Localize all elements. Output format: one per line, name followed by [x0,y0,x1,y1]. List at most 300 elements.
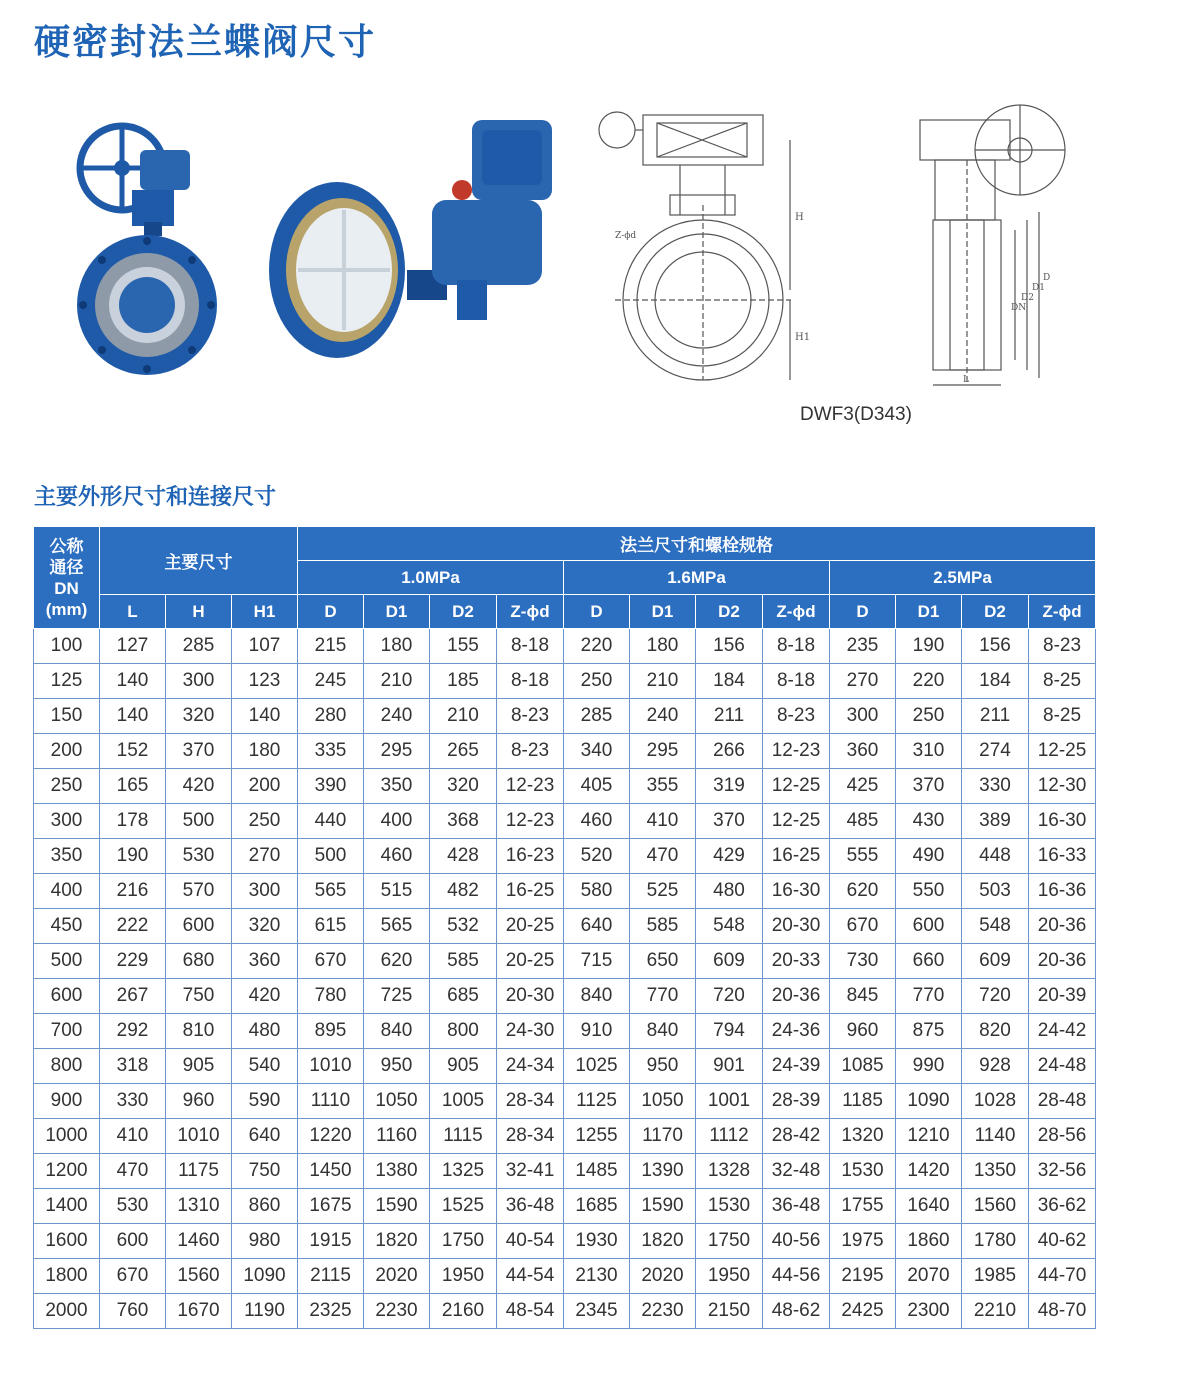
table-cell: 530 [166,839,232,874]
table-cell: 960 [830,1014,896,1049]
table-cell: 8-23 [763,699,830,734]
table-cell: 28-56 [1029,1119,1096,1154]
table-cell: 216 [100,874,166,909]
table-cell: 1090 [896,1084,962,1119]
table-cell: 609 [696,944,763,979]
l-label: L [963,375,969,385]
d1-label: D1 [1032,283,1045,293]
column-header: H1 [232,595,298,629]
table-cell: 615 [298,909,364,944]
table-cell: 360 [232,944,298,979]
table-cell: 28-42 [763,1119,830,1154]
table-cell: 270 [830,664,896,699]
table-cell: 1005 [430,1084,497,1119]
nominal-diameter-header: 公称 通径 DN (mm) [34,527,100,629]
table-cell: 1025 [564,1049,630,1084]
table-cell: 1125 [564,1084,630,1119]
table-cell: 36-48 [497,1189,564,1224]
table-cell: 1170 [630,1119,696,1154]
table-cell: 8-18 [497,629,564,664]
table-cell: 609 [962,944,1029,979]
column-header: D [830,595,896,629]
table-row [34,1189,1096,1224]
table-cell: 295 [630,734,696,769]
table-cell: 429 [696,839,763,874]
table-cell: 2300 [896,1294,962,1329]
table-cell: 1985 [962,1259,1029,1294]
table-cell: 2345 [564,1294,630,1329]
table-cell: 460 [364,839,430,874]
table-cell: 40-54 [497,1224,564,1259]
table-cell: 20-36 [763,979,830,1014]
table-cell: 750 [232,1154,298,1189]
table-cell: 1590 [364,1189,430,1224]
table-cell: 565 [364,909,430,944]
table-cell: 410 [630,804,696,839]
table-cell: 1112 [696,1119,763,1154]
table-cell: 1390 [630,1154,696,1189]
table-cell: 16-25 [763,839,830,874]
table-cell: 620 [830,874,896,909]
table-cell: 20-36 [1029,944,1096,979]
table-cell: 12-23 [497,804,564,839]
table-cell: 220 [896,664,962,699]
page-title: 硬密封法兰蝶阀尺寸 [34,22,377,63]
table-cell: 730 [830,944,896,979]
table-cell: 12-30 [1029,769,1096,804]
table-cell: 350 [364,769,430,804]
table-cell: 229 [100,944,166,979]
table-cell: 8-25 [1029,664,1096,699]
column-header: D2 [430,595,497,629]
table-cell: 370 [896,769,962,804]
table-cell: 410 [100,1119,166,1154]
table-cell: 1380 [364,1154,430,1189]
table-cell: 2160 [430,1294,497,1329]
table-cell: 180 [364,629,430,664]
table-cell: 2230 [364,1294,430,1329]
table-cell: 156 [962,629,1029,664]
column-header: D1 [896,595,962,629]
model-label: DWF3(D343) [800,404,912,425]
dn-cell: 1400 [34,1189,100,1224]
table-cell: 8-23 [1029,629,1096,664]
table-cell: 685 [430,979,497,1014]
table-cell: 980 [232,1224,298,1259]
dn-cell: 450 [34,909,100,944]
table-cell: 1028 [962,1084,1029,1119]
table-cell: 420 [166,769,232,804]
dn-cell: 500 [34,944,100,979]
table-cell: 140 [100,699,166,734]
table-cell: 500 [298,839,364,874]
column-header: L [100,595,166,629]
dn-cell: 1000 [34,1119,100,1154]
table-cell: 300 [166,664,232,699]
table-cell: 1450 [298,1154,364,1189]
table-cell: 600 [100,1224,166,1259]
table-cell: 44-70 [1029,1259,1096,1294]
dn-cell: 250 [34,769,100,804]
table-cell: 12-23 [497,769,564,804]
table-cell: 1950 [696,1259,763,1294]
table-cell: 16-25 [497,874,564,909]
table-cell: 1820 [364,1224,430,1259]
table-row [34,664,1096,699]
table-cell: 140 [232,699,298,734]
product-images [0,90,1200,420]
table-cell: 156 [696,629,763,664]
table-row [34,1224,1096,1259]
section-subtitle: 主要外形尺寸和连接尺寸 [34,485,277,510]
table-cell: 40-56 [763,1224,830,1259]
table-cell: 48-54 [497,1294,564,1329]
table-row [34,1014,1096,1049]
table-cell: 270 [232,839,298,874]
table-cell: 550 [896,874,962,909]
table-cell: 1050 [364,1084,430,1119]
table-cell: 20-36 [1029,909,1096,944]
table-cell: 1640 [896,1189,962,1224]
table-cell: 928 [962,1049,1029,1084]
table-cell: 1190 [232,1294,298,1329]
table-cell: 355 [630,769,696,804]
dn-cell: 700 [34,1014,100,1049]
table-cell: 555 [830,839,896,874]
d-label: D [1043,273,1051,283]
table-cell: 12-25 [763,804,830,839]
table-cell: 680 [166,944,232,979]
table-cell: 24-30 [497,1014,564,1049]
table-row [34,1119,1096,1154]
table-cell: 530 [100,1189,166,1224]
table-cell: 1175 [166,1154,232,1189]
table-cell: 500 [166,804,232,839]
table-cell: 107 [232,629,298,664]
table-cell: 840 [564,979,630,1014]
table-cell: 24-39 [763,1049,830,1084]
table-cell: 330 [962,769,1029,804]
table-cell: 725 [364,979,430,1014]
table-cell: 8-23 [497,699,564,734]
table-cell: 420 [232,979,298,1014]
table-cell: 319 [696,769,763,804]
table-row [34,1084,1096,1119]
table-cell: 1115 [430,1119,497,1154]
table-cell: 480 [696,874,763,909]
d2-label: D2 [1021,293,1034,303]
table-row [34,1294,1096,1329]
table-cell: 24-42 [1029,1014,1096,1049]
table-cell: 1085 [830,1049,896,1084]
table-row [34,629,1096,664]
table-cell: 300 [830,699,896,734]
table-cell: 8-18 [763,629,830,664]
table-cell: 840 [630,1014,696,1049]
table-cell: 28-34 [497,1084,564,1119]
table-cell: 48-62 [763,1294,830,1329]
table-cell: 640 [232,1119,298,1154]
table-cell: 503 [962,874,1029,909]
table-cell: 1001 [696,1084,763,1119]
table-cell: 2020 [630,1259,696,1294]
table-body [34,629,1096,1329]
table-cell: 400 [364,804,430,839]
table-cell: 515 [364,874,430,909]
table-cell: 1220 [298,1119,364,1154]
table-cell: 580 [564,874,630,909]
table-cell: 8-23 [497,734,564,769]
table-cell: 770 [896,979,962,1014]
table-cell: 532 [430,909,497,944]
table-cell: 1050 [630,1084,696,1119]
table-row [34,874,1096,909]
table-row [34,979,1096,1014]
table-cell: 32-56 [1029,1154,1096,1189]
table-cell: 1310 [166,1189,232,1224]
table-cell: 44-56 [763,1259,830,1294]
h-label: H [795,212,804,223]
table-cell: 875 [896,1014,962,1049]
table-row [34,944,1096,979]
table-cell: 1820 [630,1224,696,1259]
table-cell: 335 [298,734,364,769]
table-cell: 360 [830,734,896,769]
table-cell: 265 [430,734,497,769]
table-cell: 2130 [564,1259,630,1294]
table-cell: 36-48 [763,1189,830,1224]
table-cell: 210 [364,664,430,699]
table-cell: 2210 [962,1294,1029,1329]
table-cell: 222 [100,909,166,944]
dn-cell: 800 [34,1049,100,1084]
table-cell: 760 [100,1294,166,1329]
table-cell: 2070 [896,1259,962,1294]
table-cell: 250 [896,699,962,734]
table-cell: 720 [696,979,763,1014]
table-cell: 184 [962,664,1029,699]
table-cell: 482 [430,874,497,909]
table-cell: 950 [364,1049,430,1084]
table-cell: 810 [166,1014,232,1049]
table-cell: 794 [696,1014,763,1049]
table-cell: 1685 [564,1189,630,1224]
table-cell: 40-62 [1029,1224,1096,1259]
column-header: Z-ϕd [497,595,564,629]
column-header: D1 [630,595,696,629]
table-cell: 200 [232,769,298,804]
electric-valve-photo [262,120,562,370]
table-row [34,769,1096,804]
table-cell: 895 [298,1014,364,1049]
table-cell: 250 [564,664,630,699]
table-cell: 430 [896,804,962,839]
table-cell: 910 [564,1014,630,1049]
table-cell: 600 [166,909,232,944]
table-cell: 123 [232,664,298,699]
dn-cell: 400 [34,874,100,909]
table-cell: 280 [298,699,364,734]
table-cell: 1930 [564,1224,630,1259]
table-cell: 428 [430,839,497,874]
table-cell: 520 [564,839,630,874]
table-cell: 370 [696,804,763,839]
table-cell: 2195 [830,1259,896,1294]
table-cell: 905 [430,1049,497,1084]
table-cell: 620 [364,944,430,979]
column-header: H [166,595,232,629]
table-cell: 266 [696,734,763,769]
dn-cell: 100 [34,629,100,664]
table-cell: 448 [962,839,1029,874]
flange-header: 法兰尺寸和螺栓规格 [298,527,1096,561]
table-cell: 245 [298,664,364,699]
table-cell: 750 [166,979,232,1014]
table-cell: 1590 [630,1189,696,1224]
table-cell: 250 [232,804,298,839]
table-cell: 16-30 [763,874,830,909]
table-cell: 12-25 [1029,734,1096,769]
table-cell: 300 [232,874,298,909]
table-cell: 960 [166,1084,232,1119]
table-cell: 540 [232,1049,298,1084]
table-cell: 1750 [696,1224,763,1259]
table-cell: 670 [100,1259,166,1294]
table-cell: 185 [430,664,497,699]
column-header: D [298,595,364,629]
dn-cell: 200 [34,734,100,769]
dn-cell: 1600 [34,1224,100,1259]
table-cell: 840 [364,1014,430,1049]
pressure-2-5-header: 2.5MPa [830,561,1096,595]
table-row [34,1154,1096,1189]
table-cell: 845 [830,979,896,1014]
table-cell: 310 [896,734,962,769]
dn-cell: 150 [34,699,100,734]
table-cell: 470 [100,1154,166,1189]
table-cell: 36-62 [1029,1189,1096,1224]
dn-cell: 125 [34,664,100,699]
table-cell: 285 [166,629,232,664]
table-cell: 24-36 [763,1014,830,1049]
table-cell: 990 [896,1049,962,1084]
table-cell: 215 [298,629,364,664]
table-cell: 1485 [564,1154,630,1189]
table-cell: 1325 [430,1154,497,1189]
table-cell: 48-70 [1029,1294,1096,1329]
table-cell: 32-48 [763,1154,830,1189]
table-cell: 1320 [830,1119,896,1154]
pressure-1-0-header: 1.0MPa [298,561,564,595]
table-cell: 1530 [830,1154,896,1189]
table-cell: 320 [166,699,232,734]
table-cell: 1255 [564,1119,630,1154]
dn-cell: 350 [34,839,100,874]
table-cell: 1530 [696,1189,763,1224]
table-cell: 590 [232,1084,298,1119]
table-cell: 1160 [364,1119,430,1154]
table-cell: 178 [100,804,166,839]
h1-label: H1 [795,332,811,343]
table-cell: 2115 [298,1259,364,1294]
table-cell: 267 [100,979,166,1014]
table-cell: 570 [166,874,232,909]
table-cell: 2325 [298,1294,364,1329]
table-cell: 548 [962,909,1029,944]
table-row [34,839,1096,874]
column-header: D2 [962,595,1029,629]
table-cell: 24-34 [497,1049,564,1084]
bolt-label: Z-ϕd [615,231,637,241]
side-view-drawing [915,100,1075,390]
table-cell: 1560 [166,1259,232,1294]
table-cell: 180 [232,734,298,769]
table-cell: 470 [630,839,696,874]
table-cell: 1210 [896,1119,962,1154]
table-cell: 340 [564,734,630,769]
table-cell: 389 [962,804,1029,839]
table-cell: 20-30 [763,909,830,944]
table-cell: 800 [430,1014,497,1049]
column-header: D2 [696,595,763,629]
table-cell: 240 [364,699,430,734]
table-cell: 1560 [962,1189,1029,1224]
table-cell: 16-23 [497,839,564,874]
table-cell: 330 [100,1084,166,1119]
table-cell: 905 [166,1049,232,1084]
table-cell: 184 [696,664,763,699]
table-cell: 1915 [298,1224,364,1259]
dn-cell: 300 [34,804,100,839]
table-cell: 1750 [430,1224,497,1259]
table-row [34,909,1096,944]
table-cell: 405 [564,769,630,804]
table-cell: 2150 [696,1294,763,1329]
table-cell: 127 [100,629,166,664]
table-row [34,1049,1096,1084]
table-cell: 1675 [298,1189,364,1224]
table-cell: 2425 [830,1294,896,1329]
table-cell: 240 [630,699,696,734]
table-cell: 390 [298,769,364,804]
table-cell: 220 [564,629,630,664]
table-cell: 140 [100,664,166,699]
table-cell: 1670 [166,1294,232,1329]
table-cell: 650 [630,944,696,979]
table-cell: 180 [630,629,696,664]
table-cell: 8-18 [763,664,830,699]
table-cell: 1350 [962,1154,1029,1189]
table-row [34,804,1096,839]
table-cell: 32-41 [497,1154,564,1189]
table-cell: 460 [564,804,630,839]
table-cell: 1185 [830,1084,896,1119]
table-cell: 155 [430,629,497,664]
table-cell: 1420 [896,1154,962,1189]
table-cell: 12-25 [763,769,830,804]
table-cell: 16-36 [1029,874,1096,909]
table-cell: 1860 [896,1224,962,1259]
table-cell: 320 [430,769,497,804]
table-cell: 1010 [298,1049,364,1084]
table-cell: 660 [896,944,962,979]
table-cell: 211 [696,699,763,734]
table-cell: 480 [232,1014,298,1049]
table-cell: 585 [430,944,497,979]
table-cell: 44-54 [497,1259,564,1294]
table-cell: 190 [896,629,962,664]
table-cell: 525 [630,874,696,909]
